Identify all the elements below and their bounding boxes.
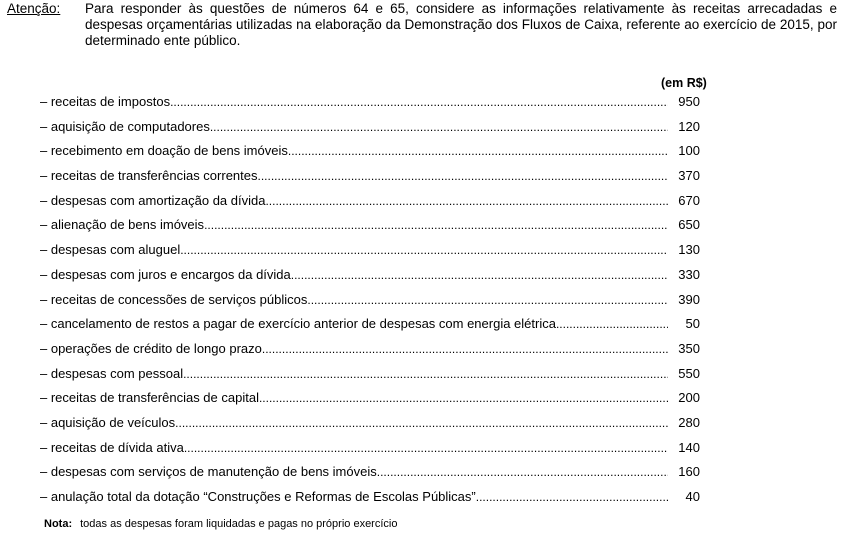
- item-value: 350: [678, 340, 700, 356]
- item-value: 330: [678, 266, 700, 282]
- list-item: [40, 341, 700, 366]
- list-item: [40, 415, 700, 440]
- dot-leader: [288, 143, 668, 159]
- dot-leader: [180, 242, 668, 258]
- note: [44, 518, 397, 530]
- list-item: [40, 217, 700, 242]
- list-item: [40, 440, 700, 465]
- list-item: [40, 193, 700, 218]
- note-label: Nota:: [44, 518, 73, 530]
- dot-leader: [170, 94, 668, 110]
- item-value: 100: [678, 143, 700, 159]
- item-value: 200: [678, 390, 700, 406]
- items-list: [40, 94, 700, 514]
- item-label: – receitas de concessões de serviços públicos: [40, 291, 308, 307]
- item-label: – receitas de transferências de capital: [40, 390, 259, 406]
- dot-leader: [377, 464, 668, 480]
- item-label: – aquisição de veículos: [40, 414, 176, 430]
- item-label: – despesas com juros e encargos da dívida: [40, 266, 291, 282]
- item-value: 550: [678, 365, 700, 381]
- item-value: 280: [678, 414, 700, 430]
- item-label: – despesas com aluguel: [40, 242, 181, 258]
- list-item: [40, 292, 700, 317]
- dot-leader: [259, 390, 668, 406]
- list-item: [40, 316, 700, 341]
- attention-text: Para responder às questões de números 64 e 65, considere as informações relativamente às receitas arrecadadas e despesas orçamentárias utilizadas na elaboração da Demonstração dos Fluxos de Caixa, referente ao exercício de 2015, por determinado ente público.: [85, 1, 837, 48]
- list-item: [40, 464, 700, 489]
- list-item: [40, 143, 700, 168]
- item-label: – receitas de impostos: [40, 94, 171, 109]
- dot-leader: [210, 119, 668, 135]
- item-label: – aquisição de computadores: [40, 118, 210, 134]
- list-item: [40, 366, 700, 391]
- item-label: – receitas de transferências correntes: [40, 168, 258, 184]
- item-label: – receitas de dívida ativa: [40, 439, 184, 455]
- item-label: – despesas com serviços de manutenção de bens imóveis: [40, 464, 377, 480]
- item-label: – anulação total da dotação “Construções e Reformas de Escolas Públicas”: [40, 489, 476, 504]
- item-value: 40: [685, 489, 700, 504]
- dot-leader: [204, 217, 668, 233]
- item-label: – operações de crédito de longo prazo: [40, 340, 262, 356]
- dot-leader: [258, 168, 669, 184]
- dot-leader: [262, 341, 668, 357]
- dot-leader: [307, 292, 668, 308]
- item-value: 950: [678, 94, 700, 109]
- item-value: 50: [685, 316, 700, 332]
- dot-leader: [184, 440, 668, 456]
- item-value: 370: [678, 168, 700, 184]
- item-value: 670: [678, 192, 700, 208]
- dot-leader: [175, 415, 668, 431]
- item-value: 160: [678, 464, 700, 480]
- unit-label: (em R$): [661, 76, 707, 90]
- list-item: [40, 94, 700, 119]
- dot-leader: [556, 316, 668, 332]
- list-item: [40, 242, 700, 267]
- item-label: – despesas com pessoal: [40, 365, 184, 381]
- item-label: – alienação de bens imóveis: [40, 217, 205, 233]
- dot-leader: [183, 366, 668, 382]
- item-value: 120: [678, 118, 700, 134]
- item-value: 650: [678, 217, 700, 233]
- item-label: – recebimento em doação de bens imóveis: [40, 143, 288, 159]
- attention-label: Atenção:: [7, 1, 61, 16]
- list-item: [40, 168, 700, 193]
- item-label: – despesas com amortização da dívida: [40, 192, 266, 208]
- list-item: [40, 267, 700, 292]
- attention-block: [7, 1, 837, 49]
- item-label: – cancelamento de restos a pagar de exercício anterior de despesas com energia elétrica: [40, 316, 556, 332]
- item-value: 130: [678, 242, 700, 258]
- dot-leader: [265, 193, 668, 209]
- dot-leader: [291, 267, 668, 283]
- list-item: [40, 119, 700, 144]
- list-item: [40, 489, 700, 514]
- list-item: [40, 390, 700, 415]
- note-text: todas as despesas foram liquidadas e pagas no próprio exercício: [80, 518, 398, 530]
- item-value: 140: [678, 439, 700, 455]
- item-value: 390: [678, 291, 700, 307]
- dot-leader: [476, 489, 668, 505]
